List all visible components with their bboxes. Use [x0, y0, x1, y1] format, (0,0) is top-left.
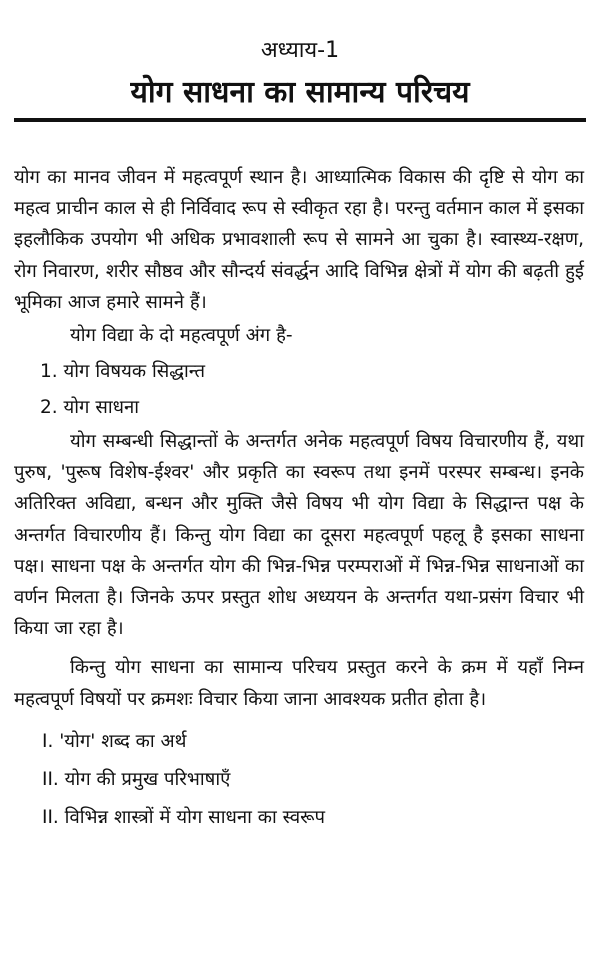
- chapter-label: अध्याय-1: [260, 38, 340, 63]
- body-text: [14, 162, 584, 837]
- paragraph-topics-intro: किन्तु योग साधना का सामान्य परिचय प्रस्तुत करने के क्रम में यहाँ निम्न महत्वपूर्ण विषयों पर क्रमशः विचार किया जाना आवश्यक प्रतीत होता है।: [14, 657, 584, 710]
- chapter-title: योग साधना का सामान्य परिचय: [130, 75, 470, 110]
- paragraph-principles: योग सम्बन्धी सिद्धान्तों के अन्तर्गत अनेक महत्वपूर्ण विषय विचारणीय हैं, यथा पुरुष, 'पुरूष विशेष-ईश्वर' और प्रकृति का स्वरूप तथा इनमें परस्पर सम्बन्ध। इनके अतिरिक्त अविद्या, बन्धन और मुक्ति जैसे विषय भी योग विद्या के सिद्धान्त पक्ष के अन्तर्गत विचारणीय हैं। किन्तु योग विद्या का दूसरा महत्वपूर्ण पहलू है इसका साधना पक्ष। साधना पक्ष के अन्तर्गत योग की भिन्न-भिन्न परम्पराओं में भिन्न-भिन्न साधनाओं का वर्णन मिलता है। जिनके ऊपर प्रस्तुत शोध अध्ययन के अन्तर्गत यथा-प्रसंग विचार भी किया जा रहा है।: [14, 431, 584, 640]
- list-item: 2. योग साधना: [40, 397, 140, 419]
- roman-list-item: II. विभिन्न शास्त्रों में योग साधना का स्वरूप: [42, 806, 326, 828]
- roman-list-item: I. 'योग' शब्द का अर्थ: [42, 730, 187, 752]
- paragraph-intro: योग का मानव जीवन में महत्वपूर्ण स्थान है। आध्यात्मिक विकास की दृष्टि से योग का महत्व प्राचीन काल से ही निर्विवाद रूप से स्वीकृत रहा है। परन्तु वर्तमान काल में इसका इहलौकिक उपयोग भी अधिक प्रभावशाली रूप से सामने आ चुका है। स्वास्थ्य-रक्षण, रोग निवारण, शरीर सौष्ठव और सौन्दर्य संवर्द्धन आदि विभिन्न क्षेत्रों में योग की बढ़ती हुई भूमिका आज हमारे सामने हैं।: [14, 167, 584, 313]
- roman-list-item: II. योग की प्रमुख परिभाषाएँ: [42, 768, 231, 790]
- paragraph-two-parts: योग विद्या के दो महत्वपूर्ण अंग है-: [70, 325, 293, 347]
- title-rule: [14, 118, 586, 122]
- list-item: 1. योग विषयक सिद्धान्त: [40, 361, 206, 383]
